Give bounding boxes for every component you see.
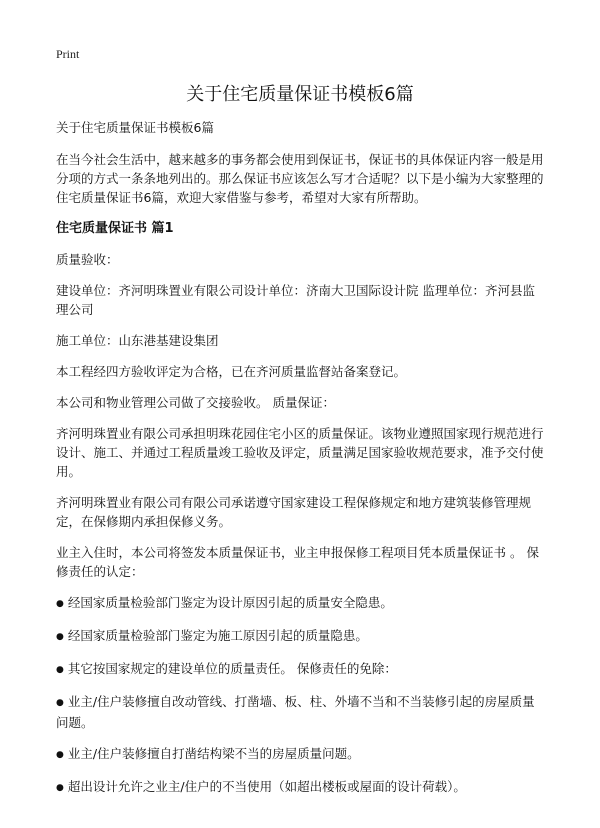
paragraph-contractor: 施工单位：山东港基建设集团 bbox=[56, 333, 219, 348]
document-subtitle: 关于住宅质量保证书模板6篇 bbox=[56, 120, 214, 135]
document-title: 关于住宅质量保证书模板6篇 bbox=[186, 84, 414, 105]
bullet-item: ● 业主/住户装修擅自打凿结构梁不当的房屋质量问题。 bbox=[56, 744, 546, 765]
bullet-item: ● 其它按国家规定的建设单位的质量责任。 保修责任的免除： bbox=[56, 659, 546, 680]
paragraph-handover: 本公司和物业管理公司做了交接验收。 质量保证： bbox=[56, 395, 335, 410]
bullet-item: ● 超出设计允许之业主/住户的不当使用（如超出楼板或屋面的设计荷载）。 bbox=[56, 777, 546, 798]
intro-paragraph: 在当今社会生活中，越来越多的事务都会使用到保证书，保证书的具体保证内容一般是用分项的方式一条条地列出的。那么保证书应该怎么写才合适呢？以下是小编为大家整理的住宅质量保证书6篇，欢迎大家借鉴与参考，希望对大家有所帮助。 bbox=[56, 152, 544, 205]
paragraph-acceptance-result: 本工程经四方验收评定为合格，已在齐河质量监督站备案登记。 bbox=[56, 364, 407, 379]
print-link[interactable]: Print bbox=[56, 47, 80, 61]
bullet-item: ● 经国家质量检验部门鉴定为设计原因引起的质量安全隐患。 bbox=[56, 593, 546, 614]
paragraph-warranty-commitment: 齐河明珠置业有限公司有限公司承诺遵守国家建设工程保修规定和地方建筑装修管理规定，在保修期内承担保修义务。 bbox=[56, 495, 532, 529]
document-body bbox=[56, 118, 546, 810]
paragraph-quality-acceptance: 质量验收： bbox=[56, 252, 119, 267]
paragraph-quality-guarantee: 齐河明珠置业有限公司承担明珠花园住宅小区的质量保证。该物业遵照国家现行规范进行设计、施工、并通过工程质量竣工验收及评定，质量满足国家验收规范要求，准予交付使用。 bbox=[56, 426, 544, 479]
bullet-item: ● 经国家质量检验部门鉴定为施工原因引起的质量隐患。 bbox=[56, 626, 546, 647]
section-heading: 住宅质量保证书 篇1 bbox=[56, 221, 174, 236]
paragraph-warranty-issuance: 业主入住时，本公司将签发本质量保证书，业主申报保修工程项目凭本质量保证书 。 保修责任的认定： bbox=[56, 545, 539, 579]
paragraph-construction-units: 建设单位：齐河明珠置业有限公司设计单位：济南大卫国际设计院 监理单位：齐河县监理公司 bbox=[56, 283, 535, 317]
bullet-item: ● 业主/住户装修擅自改动管线、打凿墙、板、柱、外墙不当和不当装修引起的房屋质量问题。 bbox=[56, 692, 546, 732]
